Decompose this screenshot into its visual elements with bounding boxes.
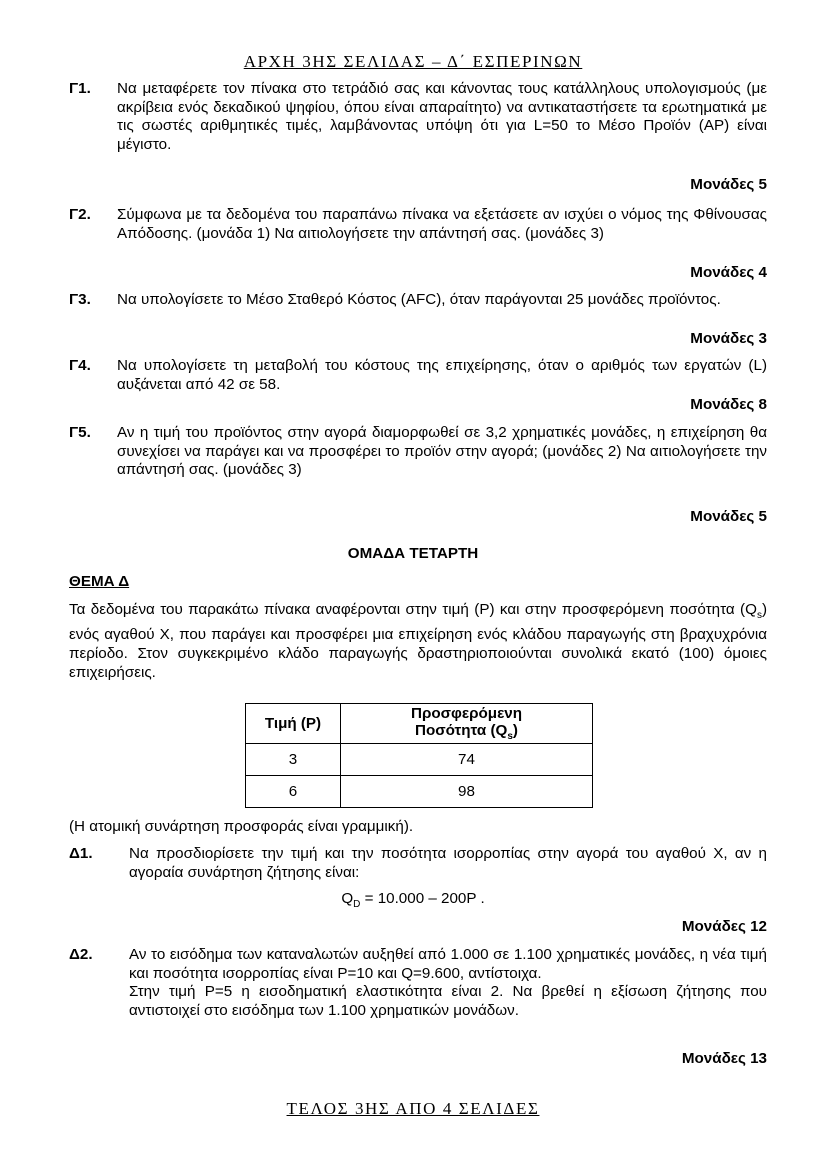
question-number: Γ1.	[69, 80, 91, 97]
question-text-2: Στην τιμή P=5 η εισοδηματική ελαστικότητα είναι 2. Να βρεθεί η εξίσωση ζήτησης που αντιστοιχεί στο εισόδημα των 1.100 χρηματικών μονάδων.	[129, 983, 767, 1019]
intro-paragraph	[69, 600, 767, 682]
cell-quantity: 98	[341, 776, 593, 808]
header-quantity-sub: s	[507, 731, 513, 743]
question-number: Γ4.	[69, 357, 91, 374]
group-title: ΟΜΑΔΑ ΤΕΤΑΡΤΗ	[347, 545, 479, 562]
units-g2: Μονάδες 4	[690, 264, 767, 281]
question-d2	[69, 946, 767, 1020]
units-g4: Μονάδες 8	[690, 396, 767, 413]
question-number: Δ2.	[69, 946, 93, 963]
page-footer: ΤΕΛΟΣ 3ΗΣ ΑΠΟ 4 ΣΕΛΙΔΕΣ	[286, 1099, 540, 1118]
header-price: Τιμή (P)	[246, 704, 341, 744]
linearity-note: (Η ατομική συνάρτηση προσφοράς είναι γραμμική).	[69, 818, 414, 835]
question-g2	[69, 206, 767, 243]
table-row	[246, 776, 593, 808]
formula-q: Q	[341, 890, 354, 907]
question-text: Να μεταφέρετε τον πίνακα στο τετράδιό σας και κάνοντας τους κατάλληλους υπολογισμούς (με ακρίβεια ενός δεκαδικού ψηφίου, όπου είναι απαραίτητο) να αντικαταστήσετε τα ερωτηματικά με τις σωστές αριθμητικές τιμές, λαμβάνοντας υπόψη ότι για L=50 το Μέσο Προϊόν (AP) είναι μέγιστο.	[117, 80, 767, 153]
question-text: Να προσδιορίσετε την τιμή και την ποσότητα ισορροπίας στην αγορά του αγαθού Χ, αν η αγοραία συνάρτηση ζήτησης είναι:	[129, 845, 767, 881]
question-g5	[69, 424, 767, 480]
units-d1: Μονάδες 12	[681, 918, 767, 935]
question-g4	[69, 357, 767, 394]
intro-subscript: s	[756, 610, 762, 622]
table-row	[246, 744, 593, 776]
units-g5: Μονάδες 5	[690, 508, 767, 525]
cell-price: 3	[246, 744, 341, 776]
question-text: Αν η τιμή του προϊόντος στην αγορά διαμορφωθεί σε 3,2 χρηματικές μονάδες, η επιχείρηση θα συνεχίσει να παράγει και να προσφέρει το προϊόν στην αγορά; (μονάδες 2) Να αιτιολογήσετε την απάντησή σας. (μονάδες 3)	[117, 424, 767, 479]
formula-rest: = 10.000 – 200P .	[360, 890, 485, 907]
intro-text-1: Τα δεδομένα του παρακάτω πίνακα αναφέρονται στην τιμή (P) και στην προσφερόμενη ποσότητα (Q	[69, 601, 757, 618]
cell-quantity: 74	[341, 744, 593, 776]
question-text: Να υπολογίσετε το Μέσο Σταθερό Κόστος (AFC), όταν παράγονται 25 μονάδες προϊόντος.	[117, 291, 721, 308]
units-g3: Μονάδες 3	[690, 330, 767, 347]
question-number: Γ5.	[69, 424, 91, 441]
header-quantity	[341, 704, 593, 744]
header-quantity-close: )	[512, 721, 518, 739]
units-g1: Μονάδες 5	[690, 176, 767, 193]
page-header: ΑΡΧΗ 3ΗΣ ΣΕΛΙΔΑΣ – Δ΄ ΕΣΠΕΡΙΝΩΝ	[243, 52, 583, 71]
question-number: Γ3.	[69, 291, 91, 308]
question-g3	[69, 291, 767, 310]
table-header-row	[246, 704, 593, 744]
question-number: Δ1.	[69, 845, 93, 862]
formula-sub: D	[353, 899, 361, 911]
question-number: Γ2.	[69, 206, 91, 223]
supply-table	[245, 703, 593, 808]
cell-price: 6	[246, 776, 341, 808]
header-quantity-text: Ποσότητα (Q	[415, 721, 508, 739]
header-quantity-line2	[341, 722, 592, 742]
question-text: Σύμφωνα με τα δεδομένα του παραπάνω πίνακα να εξετάσετε αν ισχύει ο νόμος της Φθίνουσας Απόδοσης. (μονάδα 1) Να αιτιολογήσετε την απάντησή σας. (μονάδες 3)	[117, 206, 767, 242]
question-d1	[69, 845, 767, 882]
header-quantity-line1: Προσφερόμενη	[411, 704, 522, 722]
units-d2: Μονάδες 13	[681, 1050, 767, 1067]
intro-text-2: ) ενός αγαθού Χ, που παράγει και προσφέρει μια επιχείρηση ενός κλάδου παραγωγής στη βραχυχρόνια περίοδο. Στον συγκεκριμένο κλάδο παραγωγής δραστηριοποιούνται συνολικά εκατό (100) όμοιες επιχειρήσεις.	[69, 601, 767, 682]
demand-formula	[0, 890, 826, 910]
question-g1	[69, 80, 767, 154]
question-text-1: Αν το εισόδημα των καταναλωτών αυξηθεί από 1.000 σε 1.100 χρηματικές μονάδες, η νέα τιμή και ποσότητα ισορροπίας είναι P=10 και Q=9.600, αντίστοιχα.	[129, 946, 767, 982]
theme-title: ΘΕΜΑ Δ	[69, 573, 130, 590]
question-text: Να υπολογίσετε τη μεταβολή του κόστους της επιχείρησης, όταν ο αριθμός των εργατών (L) αυξάνεται από 42 σε 58.	[117, 357, 767, 393]
